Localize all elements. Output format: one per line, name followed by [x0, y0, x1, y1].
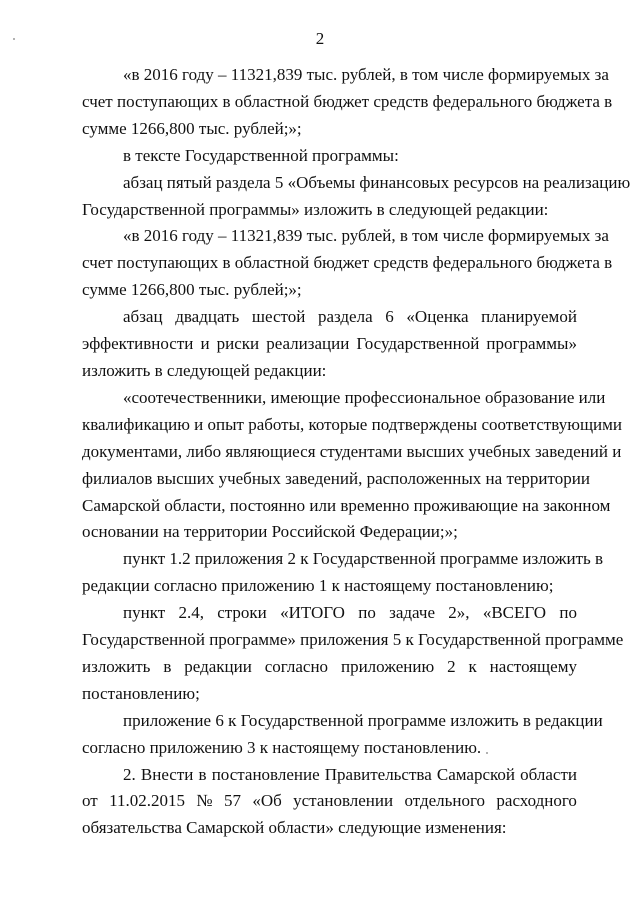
paragraph-10: [82, 762, 577, 843]
paragraph-8: [82, 600, 624, 708]
paragraph-4: [82, 223, 613, 304]
text-line: приложение 6 к Государственной программе изложить в редакции: [123, 710, 603, 730]
word: отдельного: [404, 791, 486, 811]
text-line: изложить в следующей редакции:: [82, 360, 327, 380]
text-line: «в 2016 году – 11321,839 тыс. рублей, в том числе формируемых за: [123, 226, 609, 246]
paragraph-3: [82, 170, 631, 224]
word: абзац: [123, 307, 163, 327]
text-line: сумме 1266,800 тыс. рублей;»;: [82, 118, 302, 138]
word: в: [163, 656, 172, 676]
word: пункт: [123, 603, 166, 623]
text-line: [82, 788, 577, 815]
paragraph-2: [82, 143, 577, 170]
text-line: сумме 1266,800 тыс. рублей;»;: [82, 280, 302, 300]
text-line: в тексте Государственной программы:: [123, 145, 399, 165]
word: расходного: [496, 791, 577, 811]
text-line: 2. Внести в постановление Правительства Самарской области: [123, 764, 577, 784]
word: 2: [447, 656, 456, 676]
word: строки: [217, 603, 267, 623]
text-line: документами, либо являющиеся студентами высших учебных заведений и: [82, 441, 622, 461]
text-line: Государственной программы» изложить в следующей редакции:: [82, 199, 549, 219]
text-line: [82, 654, 577, 681]
word: двадцать: [175, 307, 240, 327]
document-body: [82, 62, 631, 842]
word: шестой: [251, 307, 306, 327]
word: «ВСЕГО: [482, 603, 547, 623]
text-line: «в 2016 году – 11321,839 тыс. рублей, в том числе формируемых за: [123, 65, 609, 84]
word: задаче: [389, 603, 436, 623]
text-line: счет поступающих в областной бюджет средств федерального бюджета в: [82, 253, 613, 273]
word: установлении: [293, 791, 394, 811]
scan-speck: [13, 38, 15, 40]
word: реализации: [266, 334, 350, 354]
word: согласно: [264, 656, 329, 676]
word: эффективности: [82, 334, 194, 354]
word: «ИТОГО: [280, 603, 345, 623]
word: приложению: [340, 656, 435, 676]
paragraph-9: [82, 708, 603, 762]
word: к: [468, 656, 477, 676]
text-line: [82, 331, 577, 358]
word: программы»: [486, 334, 577, 354]
word: по: [559, 603, 577, 623]
word: «Оценка: [406, 307, 469, 327]
paragraph-7: [82, 546, 604, 600]
paragraph-1: [82, 62, 613, 143]
word: Государственной: [356, 334, 480, 354]
word: раздела: [317, 307, 373, 327]
text-line: филиалов высших учебных заведений, расположенных на территории: [82, 468, 590, 488]
word: 57: [223, 791, 241, 811]
text-line: редакции согласно приложению 1 к настоящему постановлению;: [82, 576, 554, 596]
text-line: пункт 1.2 приложения 2 к Государственной программе изложить в: [123, 549, 604, 569]
word: по: [358, 603, 376, 623]
paragraph-6: [82, 385, 622, 546]
text-line: Самарской области, постоянно или временно проживающие на законном: [82, 495, 611, 515]
word: «Об: [252, 791, 282, 811]
word: и: [200, 334, 210, 354]
word: №: [196, 791, 213, 811]
text-line: абзац пятый раздела 5 «Объемы финансовых ресурсов на реализацию: [123, 172, 631, 192]
word: 2.4,: [178, 603, 204, 623]
text-line: [82, 600, 577, 627]
text-line: Государственной программе» приложения 5 к Государственной программе: [82, 630, 624, 650]
text-line: счет поступающих в областной бюджет средств федерального бюджета в: [82, 91, 613, 111]
text-line: обязательства Самарской области» следующие изменения:: [82, 818, 507, 838]
word: планируемой: [481, 307, 577, 327]
word: изложить: [82, 656, 151, 676]
word: 11.02.2015: [109, 791, 185, 811]
word: редакции: [184, 656, 252, 676]
text-line: квалификацию и опыт работы, которые подтверждены соответствующими: [82, 414, 622, 434]
word: настоящему: [489, 656, 577, 676]
text-line: постановлению;: [82, 683, 200, 703]
text-line: согласно приложению 3 к настоящему постановлению.: [82, 737, 482, 757]
word: 2»,: [448, 603, 470, 623]
paragraph-5: [82, 304, 577, 385]
text-line: [82, 304, 577, 331]
text-line: «соотечественники, имеющие профессиональное образование или: [123, 387, 606, 407]
word: риски: [216, 334, 260, 354]
word: 6: [385, 307, 394, 327]
word: от: [82, 791, 98, 811]
page-number: 2: [315, 29, 325, 48]
text-line: основании на территории Российской Федерации;»;: [82, 522, 458, 542]
